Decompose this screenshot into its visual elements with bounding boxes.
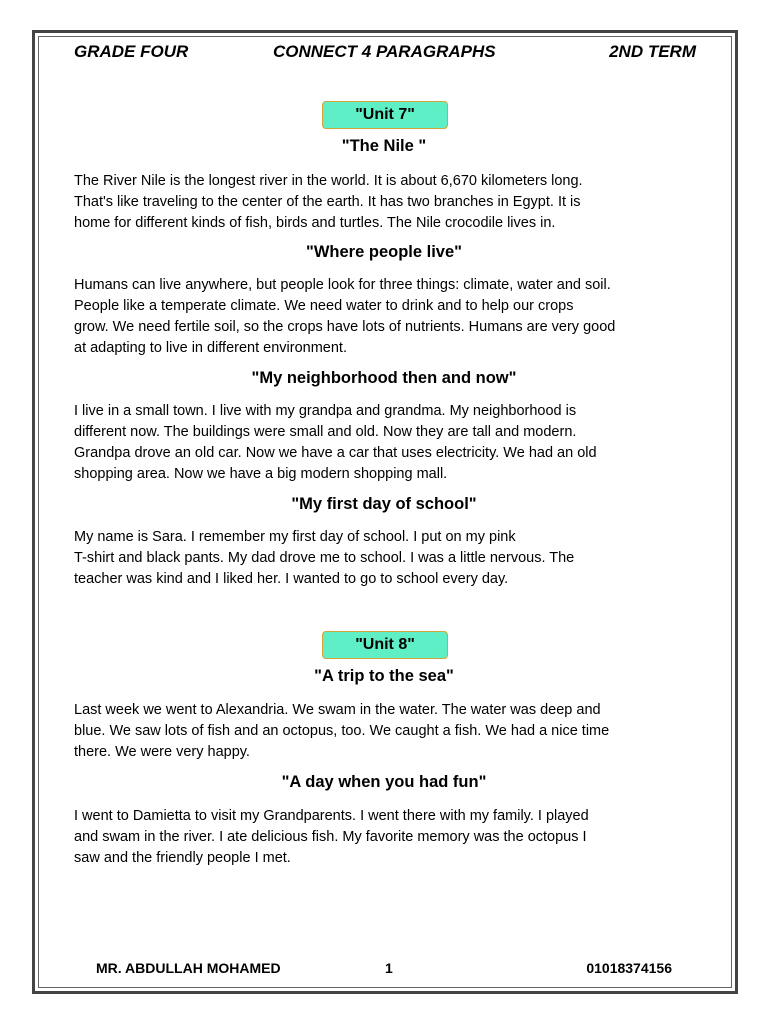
paragraph-line: blue. We saw lots of fish and an octopus, too. We caught a fish. We had a nice time [74,723,610,739]
paragraph-line: shopping area. Now we have a big modern shopping mall. [74,466,448,482]
paragraph-line: My name is Sara. I remember my first day of school. I put on my pink [74,529,516,545]
paragraph-line: teacher was kind and I liked her. I wanted to go to school every day. [74,571,509,587]
paragraph-line: and swam in the river. I ate delicious fish. My favorite memory was the octopus I [74,829,587,845]
paragraph-line: home for different kinds of fish, birds and turtles. The Nile crocodile lives in. [74,215,556,231]
page-footer [96,960,672,980]
paragraph-line: Grandpa drove an old car. Now we have a car that uses electricity. We had an old [74,445,597,461]
unit-7-badge: "Unit 7" [322,101,448,129]
paragraph-day-when-you-had-fun [74,806,704,869]
paragraph-trip-to-the-sea [74,700,704,763]
paragraph-line: at adapting to live in different environment. [74,340,347,356]
section-title-trip-to-the-sea: "A trip to the sea" [314,667,454,685]
paragraph-line: That's like traveling to the center of the earth. It has two branches in Egypt. It is [74,194,581,210]
grade-label: GRADE FOUR [74,42,189,61]
paragraph-line: saw and the friendly people I met. [74,850,291,866]
paragraph-first-day-of-school [74,527,704,590]
paragraph-line: Last week we went to Alexandria. We swam in the water. The water was deep and [74,702,601,718]
section-title-my-neighborhood: "My neighborhood then and now" [251,369,517,387]
phone-number: 01018374156 [586,960,672,976]
paragraph-line: I live in a small town. I live with my grandpa and grandma. My neighborhood is [74,403,577,419]
section-title-where-people-live: "Where people live" [306,243,462,261]
section-title-first-day-of-school: "My first day of school" [291,495,477,513]
paragraph-line: different now. The buildings were small and old. Now they are tall and modern. [74,424,577,440]
paragraph-line: People like a temperate climate. We need water to drink and to help our crops [74,298,574,314]
teacher-name: MR. ABDULLAH MOHAMED [96,960,281,976]
section-title-day-when-you-had-fun: "A day when you had fun" [281,773,487,791]
worksheet-title: CONNECT 4 PARAGRAPHS [273,42,496,61]
paragraph-line: T-shirt and black pants. My dad drove me to school. I was a little nervous. The [74,550,575,566]
paragraph-line: I went to Damietta to visit my Grandparents. I went there with my family. I played [74,808,589,824]
paragraph-line: The River Nile is the longest river in the world. It is about 6,670 kilometers long. [74,173,583,189]
paragraph-where-people-live [74,275,704,359]
paragraph-line: grow. We need fertile soil, so the crops have lots of nutrients. Humans are very good [74,319,616,335]
unit-8-badge: "Unit 8" [322,631,448,659]
page-number: 1 [385,960,393,976]
paragraph-the-nile [74,171,704,234]
paragraph-my-neighborhood [74,401,704,485]
paragraph-line: there. We were very happy. [74,744,250,760]
paragraph-line: Humans can live anywhere, but people look for three things: climate, water and soil. [74,277,611,293]
term-label: 2ND TERM [609,42,696,61]
page-header [74,42,696,64]
section-title-the-nile: "The Nile " [341,137,427,155]
